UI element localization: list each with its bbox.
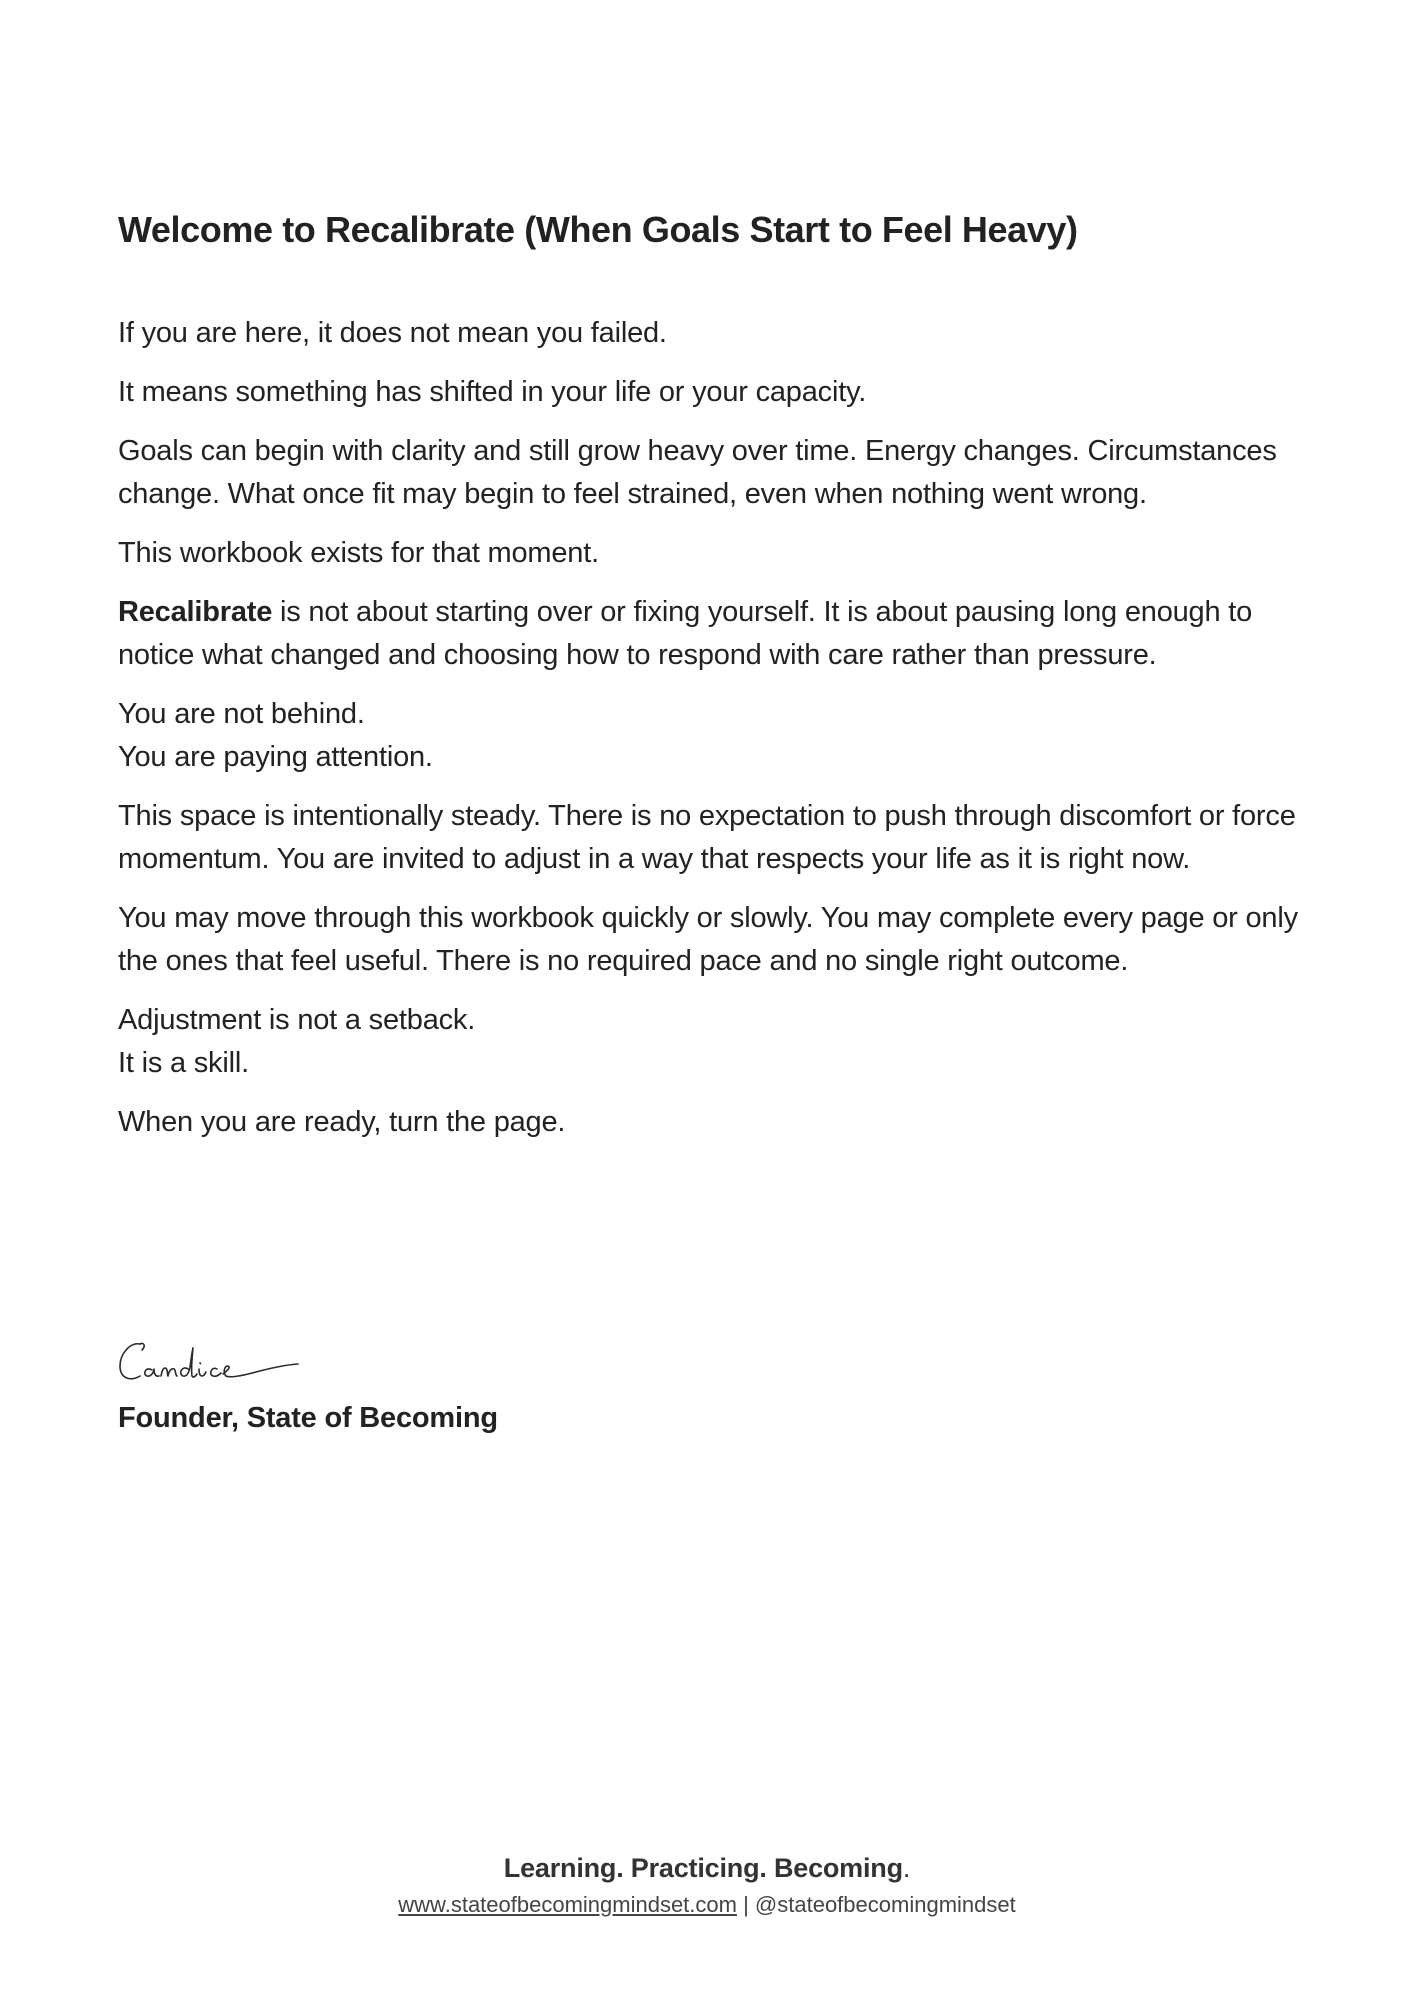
footer-contact	[0, 1888, 1414, 1922]
recalibrate-emphasis: Recalibrate	[118, 596, 273, 628]
paragraph-turn-page: When you are ready, turn the page.	[118, 1106, 566, 1138]
paragraph-move-through: You may move through this workbook quickly or slowly. You may complete every page or only the ones that feel useful. There is no required pace and no single right outcome.	[118, 902, 1298, 977]
paragraph-recalibrate-purpose	[118, 591, 1308, 677]
tagline-period: .	[902, 1853, 911, 1883]
adjustment-line: Adjustment is not a setback.	[118, 1004, 476, 1036]
welcome-letter-body	[118, 312, 1308, 1160]
paragraph-adjustment-skill	[118, 999, 1308, 1085]
not-behind-line: You are not behind.	[118, 698, 365, 730]
website-link[interactable]: www.stateofbecomingmindset.com	[398, 1892, 737, 1917]
page-title: Welcome to Recalibrate (When Goals Start to Feel Heavy)	[118, 209, 1078, 250]
recalibrate-description: is not about starting over or fixing yourself. It is about pausing long enough to notice what changed and choosing how to respond with care rather than pressure.	[118, 596, 1253, 671]
paragraph-not-behind	[118, 693, 1308, 779]
paragraph-steady-space: This space is intentionally steady. There is no expectation to push through discomfort or force momentum. You are invited to adjust in a way that respects your life as it is right now.	[118, 800, 1296, 875]
social-handle: @stateofbecomingmindset	[754, 1892, 1016, 1917]
paragraph-workbook-exists: This workbook exists for that moment.	[118, 537, 599, 569]
skill-line: It is a skill.	[118, 1047, 249, 1079]
handwritten-signature	[116, 1336, 306, 1394]
paragraph-not-failed: If you are here, it does not mean you failed.	[118, 317, 667, 349]
signature-role: Founder, State of Becoming	[118, 1402, 498, 1434]
paragraph-something-shifted: It means something has shifted in your life or your capacity.	[118, 376, 867, 408]
paying-attention-line: You are paying attention.	[118, 741, 433, 773]
paragraph-goals-grow-heavy: Goals can begin with clarity and still grow heavy over time. Energy changes. Circumstances change. What once fit may begin to feel strained, even when nothing went wrong.	[118, 435, 1277, 510]
footer-tagline	[0, 1850, 1414, 1886]
footer-separator: |	[736, 1892, 755, 1917]
tagline-text: Learning. Practicing. Becoming	[503, 1853, 903, 1883]
footer	[0, 1850, 1414, 1922]
